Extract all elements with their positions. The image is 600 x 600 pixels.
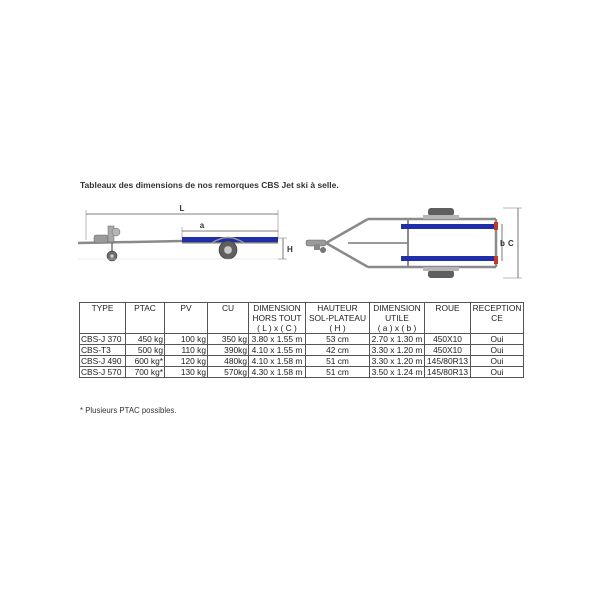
header-type: TYPE <box>80 303 126 334</box>
cell-hauteur: 42 cm <box>306 345 370 356</box>
cell-type: CBS-J 490 <box>80 356 126 367</box>
cell-pv: 100 kg <box>165 334 208 345</box>
dimension-label-a: a <box>199 221 205 230</box>
top-wheel-lower <box>428 270 454 278</box>
cell-roue: 145/80R13 <box>425 367 471 378</box>
cell-reception-ce: Oui <box>471 345 524 356</box>
cell-pv: 130 kg <box>165 367 208 378</box>
rear-light-lower <box>494 256 498 264</box>
bunk-top-lower <box>401 256 496 261</box>
cell-dimension-hors-tout: 4.10 x 1.58 m <box>249 356 306 367</box>
cell-hauteur: 51 cm <box>306 367 370 378</box>
cell-dimension-utile: 3.30 x 1.20 m <box>370 356 425 367</box>
cell-type: CBS-J 570 <box>80 367 126 378</box>
cell-cu: 480kg <box>208 356 249 367</box>
cell-dimension-hors-tout: 4.30 x 1.58 m <box>249 367 306 378</box>
header-rce-line2: CE <box>491 313 503 323</box>
header-reception-ce <box>471 303 524 334</box>
cell-roue: 145/80R13 <box>425 356 471 367</box>
top-wheel-upper <box>428 208 454 216</box>
cell-ptac: 600 kg* <box>126 356 165 367</box>
header-dimension-hors-tout <box>249 303 306 334</box>
trailer-dimension-diagram <box>78 198 528 290</box>
header-dim-line3: ( L ) x ( C ) <box>257 323 297 333</box>
header-roue: ROUE <box>425 303 471 334</box>
cell-type: CBS-T3 <box>80 345 126 356</box>
table-row <box>80 345 524 356</box>
cell-dimension-utile: 3.30 x 1.20 m <box>370 345 425 356</box>
specifications-table <box>79 302 524 378</box>
cell-ptac: 500 kg <box>126 345 165 356</box>
table-header-row <box>80 303 524 334</box>
header-h-line3: ( H ) <box>329 323 346 333</box>
header-pv: PV <box>165 303 208 334</box>
hitch-coupler <box>94 235 108 243</box>
dimension-label-L: L <box>179 204 185 213</box>
a-frame-upper <box>326 219 368 243</box>
bunk-top-upper <box>401 224 496 229</box>
page-title: Tableaux des dimensions de nos remorques CBS Jet ski à selle. <box>80 180 339 190</box>
footnote: * Plusieurs PTAC possibles. <box>80 406 177 415</box>
header-dim-line1: DIMENSION <box>253 303 301 313</box>
cell-cu: 390kg <box>208 345 249 356</box>
cell-type: CBS-J 370 <box>80 334 126 345</box>
header-du-line2: UTILE <box>385 313 409 323</box>
header-ptac: PTAC <box>126 303 165 334</box>
side-view <box>78 204 293 261</box>
cell-ptac: 450 kg <box>126 334 165 345</box>
cell-pv: 120 kg <box>165 356 208 367</box>
header-cu: CU <box>208 303 249 334</box>
rear-light-upper <box>494 222 498 230</box>
dimension-label-C: C <box>508 239 514 248</box>
cell-pv: 110 kg <box>165 345 208 356</box>
cell-dimension-utile: 3.50 x 1.24 m <box>370 367 425 378</box>
top-view <box>306 208 522 278</box>
cell-cu: 350 kg <box>208 334 249 345</box>
header-hauteur <box>306 303 370 334</box>
header-h-line1: HAUTEUR <box>317 303 358 313</box>
cell-roue: 450X10 <box>425 345 471 356</box>
dimension-label-b: b <box>500 239 505 248</box>
dimension-label-H: H <box>287 245 293 254</box>
cell-reception-ce: Oui <box>471 334 524 345</box>
a-frame-lower <box>326 243 368 267</box>
header-dimension-utile <box>370 303 425 334</box>
cell-roue: 450X10 <box>425 334 471 345</box>
header-du-line1: DIMENSION <box>373 303 421 313</box>
header-du-line3: ( a ) x ( b ) <box>377 323 417 333</box>
drawbar <box>78 241 183 243</box>
cell-hauteur: 51 cm <box>306 356 370 367</box>
cell-cu: 570kg <box>208 367 249 378</box>
cell-reception-ce: Oui <box>471 367 524 378</box>
cell-dimension-hors-tout: 3.80 x 1.55 m <box>249 334 306 345</box>
header-rce-line1: RECEPTION <box>472 303 522 313</box>
header-h-line2: SOL-PLATEAU <box>308 313 367 323</box>
table-row <box>80 334 524 345</box>
header-dim-line2: HORS TOUT <box>252 313 302 323</box>
cell-hauteur: 53 cm <box>306 334 370 345</box>
cell-reception-ce: Oui <box>471 356 524 367</box>
table-row <box>80 367 524 378</box>
table-row <box>80 356 524 367</box>
cell-dimension-utile: 2.70 x 1.30 m <box>370 334 425 345</box>
cell-ptac: 700 kg* <box>126 367 165 378</box>
cell-dimension-hors-tout: 4.10 x 1.55 m <box>249 345 306 356</box>
